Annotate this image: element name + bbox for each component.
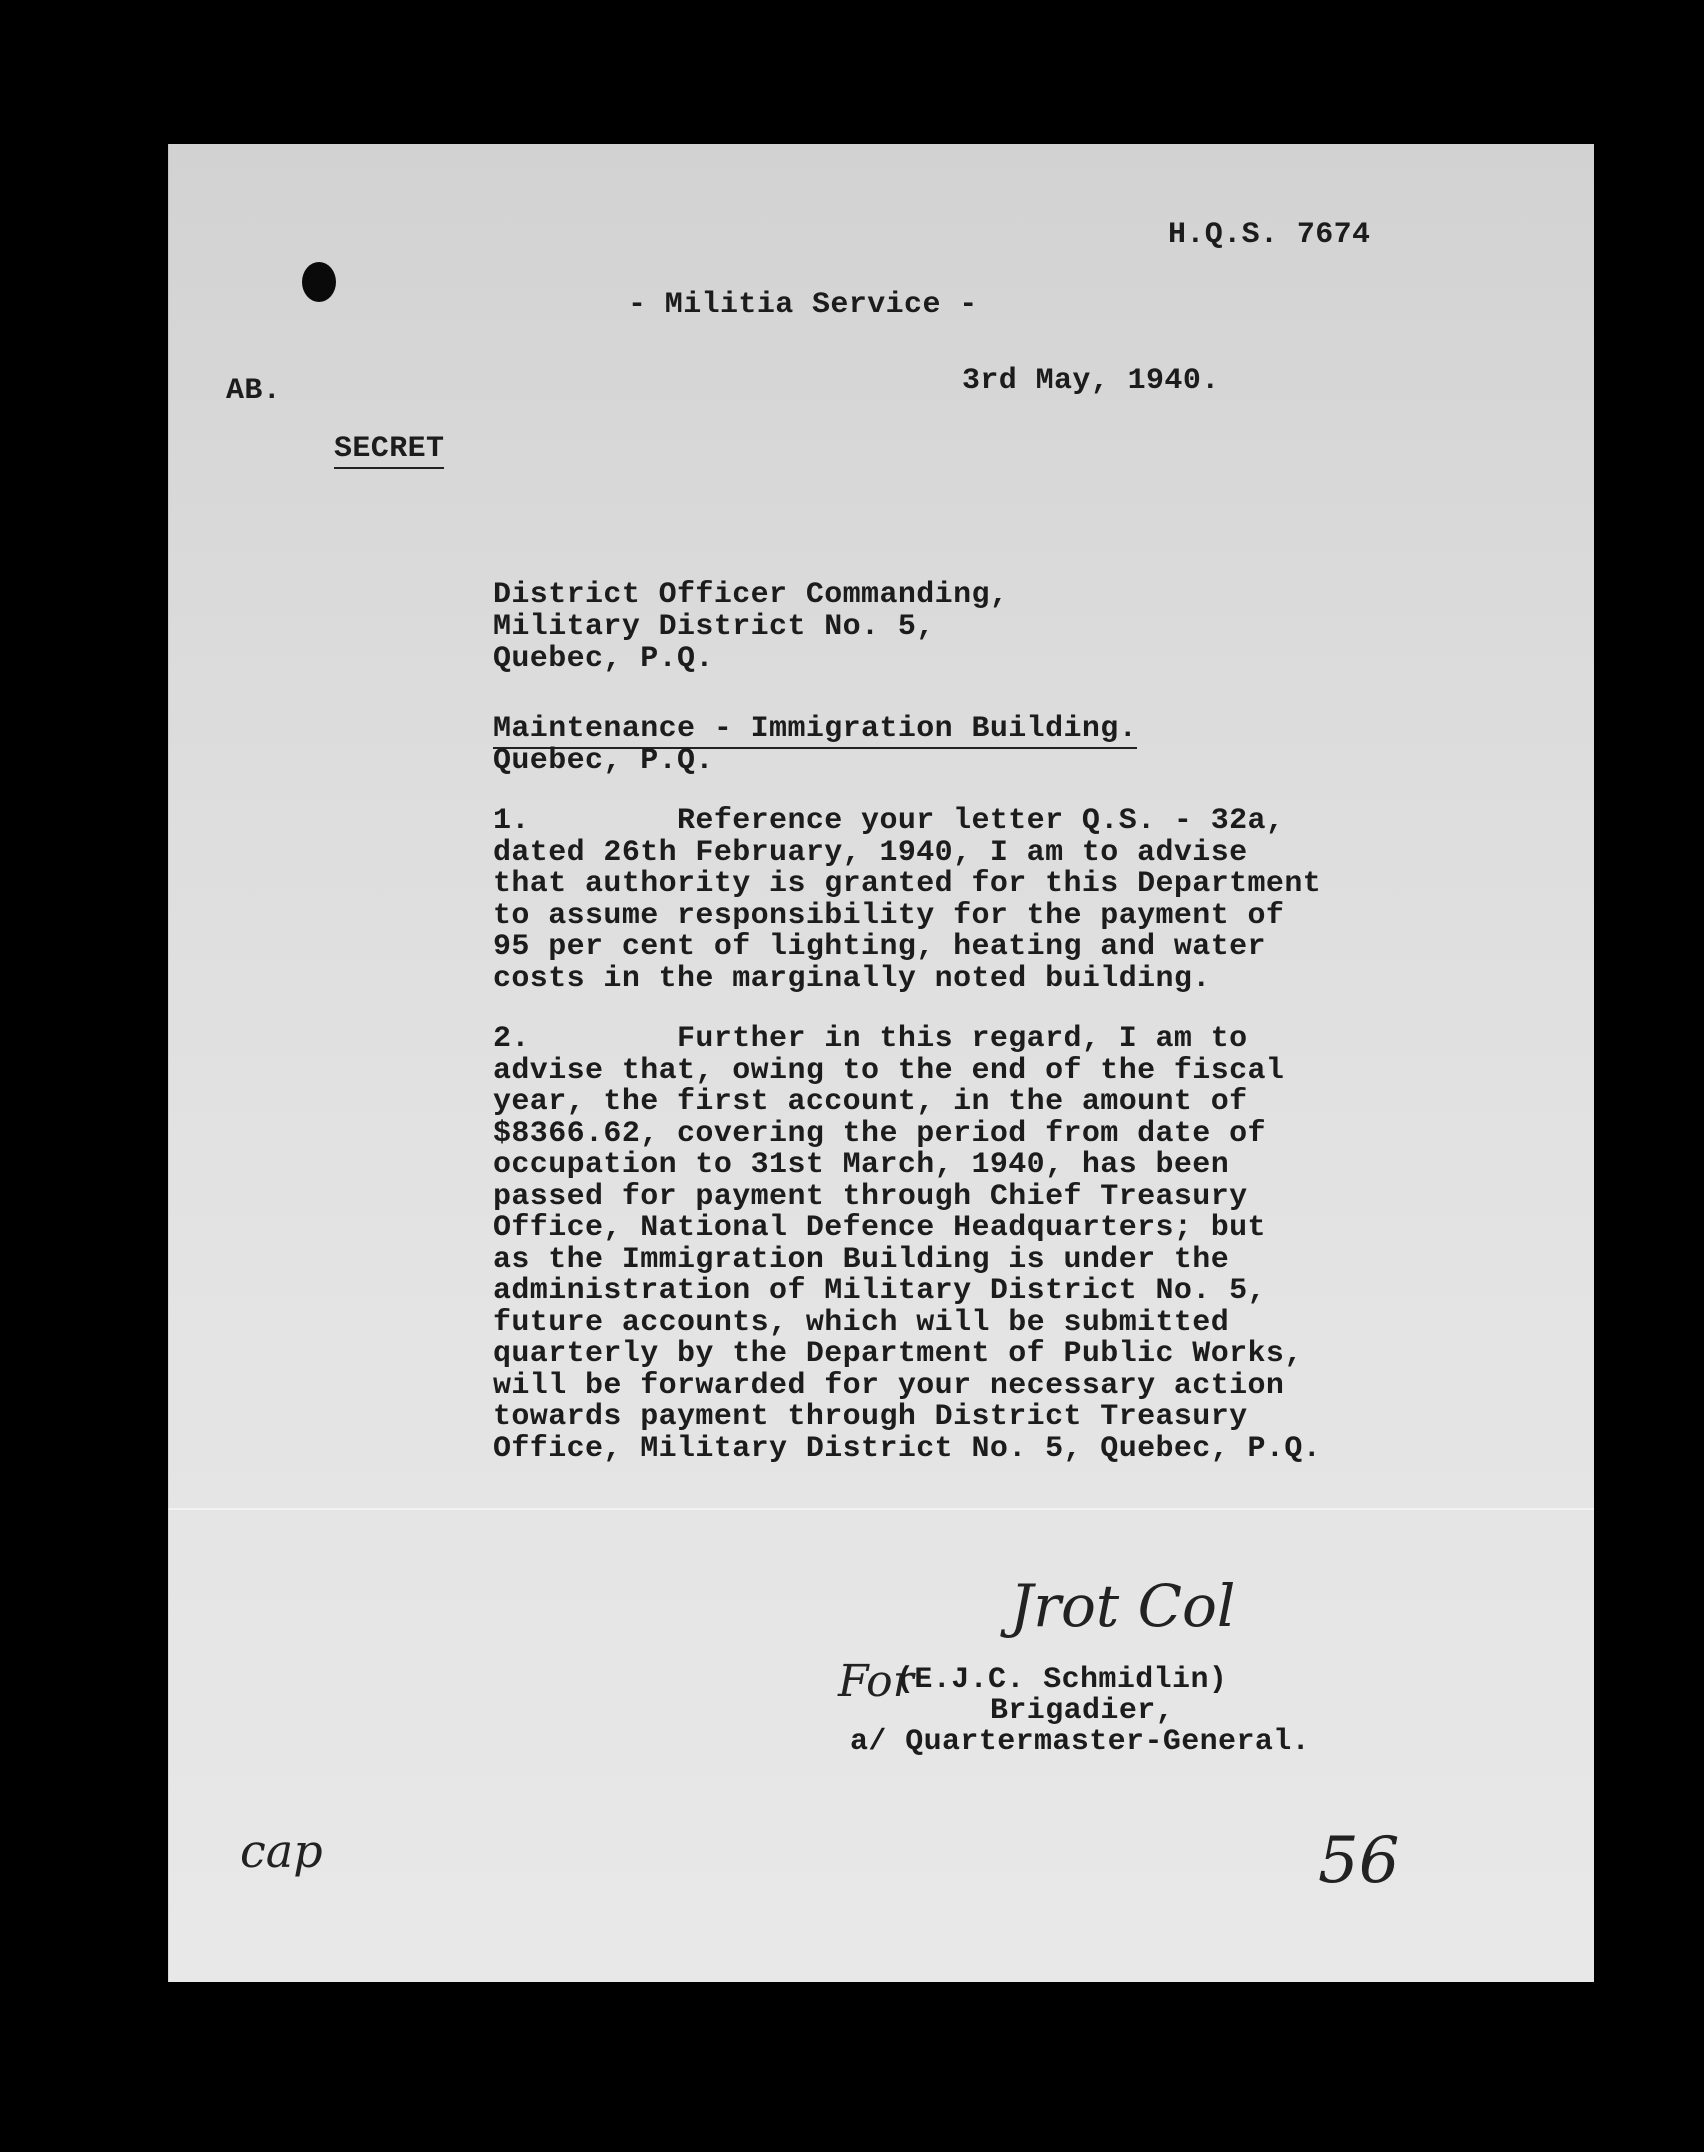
- service-heading: - Militia Service -: [628, 288, 978, 322]
- margin-annotation: cap: [240, 1824, 323, 1878]
- paragraph-line: 95 per cent of lighting, heating and water: [493, 930, 1266, 964]
- paragraph-line: to assume responsibility for the payment of: [493, 898, 1285, 933]
- paragraph-line: 2. Further in this regard, I am to: [493, 1022, 1248, 1056]
- paragraph-line: passed for payment through Chief Treasury: [493, 1179, 1248, 1214]
- paragraph-line: administration of Military District No. 5,: [493, 1274, 1266, 1308]
- paragraph-line: that authority is granted for this Department: [493, 867, 1322, 901]
- paragraph-line: year, the first account, in the amount of: [493, 1085, 1248, 1119]
- paragraph-line: future accounts, which will be submitted: [493, 1305, 1230, 1340]
- paragraph-line: dated 26th February, 1940, I am to advise: [493, 835, 1248, 870]
- punch-hole: [302, 262, 336, 302]
- paragraph-line: quarterly by the Department of Public Works,: [493, 1337, 1303, 1371]
- file-reference: H.Q.S. 7674: [1168, 218, 1371, 252]
- paragraph-line: will be forwarded for your necessary action: [493, 1368, 1285, 1403]
- subject-line: Maintenance - Immigration Building.: [493, 714, 1137, 749]
- signatory-name: (E.J.C. Schmidlin): [896, 1663, 1228, 1697]
- handwritten-signature: Jrot Col: [1010, 1572, 1236, 1640]
- signatory-rank: Brigadier,: [990, 1694, 1175, 1728]
- paragraph-line: costs in the marginally noted building.: [493, 961, 1211, 996]
- page-number: 56: [1318, 1824, 1400, 1898]
- document-page: [168, 144, 1594, 1982]
- subject-line-2: Quebec, P.Q.: [493, 744, 714, 778]
- fold-crease: [168, 1508, 1594, 1510]
- addressee-line: Quebec, P.Q.: [493, 642, 714, 676]
- paragraph-line: occupation to 31st March, 1940, has been: [493, 1148, 1230, 1182]
- addressee-line: Military District No. 5,: [493, 610, 935, 644]
- signatory-title: a/ Quartermaster-General.: [850, 1725, 1311, 1759]
- paragraph-line: towards payment through District Treasury: [493, 1400, 1248, 1434]
- paragraph-line: Office, National Defence Headquarters; but: [493, 1211, 1266, 1245]
- letter-date: 3rd May, 1940.: [962, 364, 1220, 398]
- paragraph-line: $8366.62, covering the period from date of: [493, 1116, 1266, 1151]
- initials: AB.: [226, 374, 282, 408]
- handwritten-for: For: [838, 1656, 914, 1707]
- paragraph-line: advise that, owing to the end of the fiscal: [493, 1053, 1285, 1088]
- addressee-line: District Officer Commanding,: [493, 578, 1009, 612]
- classification-stamp: SECRET: [334, 434, 444, 469]
- paragraph-line: 1. Reference your letter Q.S. - 32a,: [493, 804, 1285, 838]
- paragraph-line: as the Immigration Building is under the: [493, 1242, 1230, 1277]
- page-edge: [168, 144, 169, 1982]
- paragraph-line: Office, Military District No. 5, Quebec, P.Q.: [493, 1431, 1322, 1466]
